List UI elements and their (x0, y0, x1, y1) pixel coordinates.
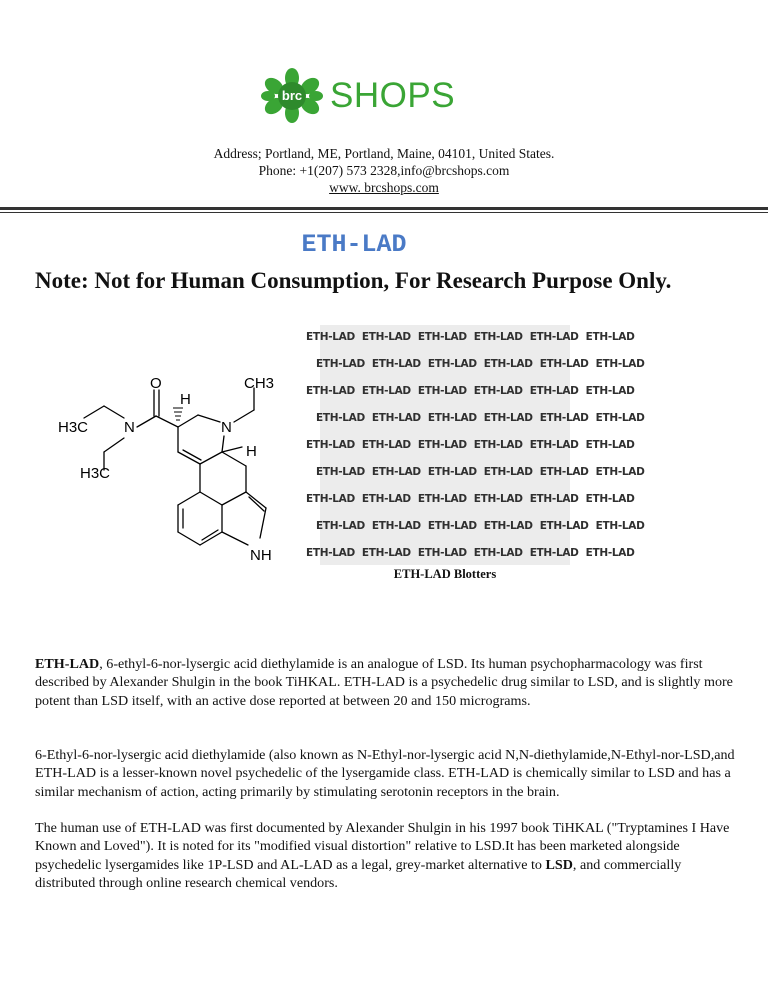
blotter-stamp: ETH-LAD (483, 412, 533, 424)
eth-lad-bold: ETH-LAD (35, 656, 100, 672)
chemistry-text: 6-Ethyl-6-nor-lysergic acid diethylamide (also known as N-Ethyl-nor-lysergic acid N,N-diethylamide,N-Ethyl-nor-LSD,and ETH-LAD is a lesser-known novel psychedelic of the lysergamide class. ETH-LAD is chemically similar to LSD and has a similar mechanism of action, acting primarily by stimulating serotonin receptors in the brain. (35, 747, 735, 800)
phone-line: Phone: +1(207) 573 2328,info@brcshops.com (258, 163, 510, 178)
blotter-stamp: ETH-LAD (361, 439, 411, 451)
blotter-stamp: ETH-LAD (371, 358, 421, 370)
blotter-photo (306, 325, 645, 565)
blotter-stamp: ETH-LAD (529, 331, 579, 343)
blotter-stamp: ETH-LAD (473, 439, 523, 451)
blotter-stamp: ETH-LAD (306, 547, 355, 559)
blotter-stamp: ETH-LAD (585, 385, 635, 397)
blotter-stamp-row (316, 466, 652, 478)
blotter-stamp: ETH-LAD (529, 439, 579, 451)
blotter-stamp: ETH-LAD (529, 547, 579, 559)
blotter-stamp: ETH-LAD (483, 520, 533, 532)
blotter-stamp: ETH-LAD (529, 493, 579, 505)
blotter-stamp: ETH-LAD (539, 520, 589, 532)
blotter-stamp: ETH-LAD (316, 520, 365, 532)
blotter-stamp: ETH-LAD (427, 466, 477, 478)
blotter-stamp: ETH-LAD (539, 358, 589, 370)
blotter-stamp: ETH-LAD (306, 493, 355, 505)
blotter-stamp: ETH-LAD (371, 466, 421, 478)
website-link[interactable]: www. brcshops.com (329, 180, 439, 195)
blotter-stamp-row (316, 412, 652, 424)
blotter-stamp-row (306, 385, 642, 397)
chemical-structure (40, 360, 330, 575)
blotter-caption: ETH-LAD Blotters (393, 567, 497, 581)
blotter-stamp: ETH-LAD (361, 493, 411, 505)
blotter-stamp: ETH-LAD (483, 358, 533, 370)
blotter-stamp-row (306, 439, 642, 451)
blotter-stamp-row (306, 331, 642, 343)
blotter-stamp: ETH-LAD (427, 412, 477, 424)
blotter-stamp: ETH-LAD (473, 385, 523, 397)
blotter-stamp: ETH-LAD (539, 412, 589, 424)
blotter-stamp-row (316, 520, 652, 532)
research-note: Note: Not for Human Consumption, For Research Purpose Only. (35, 268, 672, 293)
atom-label-h-top: H (180, 391, 191, 408)
blotter-stamp: ETH-LAD (306, 331, 355, 343)
atom-label-h3c-top: H3C (58, 419, 89, 436)
page-title: ETH-LAD (301, 230, 407, 259)
blotter-stamp: ETH-LAD (316, 412, 365, 424)
lsd-bold: LSD (545, 856, 573, 873)
blotter-stamp: ETH-LAD (417, 547, 467, 559)
blotter-stamp-row (306, 493, 642, 505)
blotter-stamp: ETH-LAD (473, 547, 523, 559)
atom-label-h-ring: H (246, 443, 257, 460)
blotter-stamp: ETH-LAD (371, 412, 421, 424)
atom-label-h3c-bottom: H3C (80, 465, 111, 482)
blotter-stamp: ETH-LAD (595, 466, 645, 478)
blotter-stamp-row (316, 358, 652, 370)
brc-logo (262, 68, 322, 123)
header-divider-thick (0, 207, 768, 210)
atom-label-nh: NH (250, 547, 272, 564)
blotter-stamp: ETH-LAD (306, 439, 355, 451)
blotter-stamp: ETH-LAD (316, 358, 365, 370)
blotter-stamp: ETH-LAD (316, 466, 365, 478)
blotter-stamp: ETH-LAD (473, 493, 523, 505)
blotter-stamp: ETH-LAD (585, 547, 635, 559)
blotter-stamp: ETH-LAD (361, 385, 411, 397)
blotter-stamp: ETH-LAD (539, 466, 589, 478)
paragraph-intro (35, 655, 735, 710)
blotter-stamp: ETH-LAD (595, 520, 645, 532)
blotter-stamp: ETH-LAD (427, 520, 477, 532)
atom-label-o: O (150, 375, 162, 392)
blotter-stamp: ETH-LAD (371, 520, 421, 532)
atom-label-n-amide: N (124, 419, 135, 436)
history-text-end: , and commercially distributed through online research chemical vendors. (35, 856, 682, 891)
blotter-stamp: ETH-LAD (361, 547, 411, 559)
blotter-stamp: ETH-LAD (529, 385, 579, 397)
brand-name: SHOPS (330, 76, 456, 115)
intro-text: , 6-ethyl-6-nor-lysergic acid diethylamide is an analogue of LSD. Its human psychopharmacology was first described by Alexander Shulgin in the book TiHKAL. ETH-LAD is a psychedelic drug similar to LSD, and is slightly more potent than LSD itself, with an active dose reported at between 20 and 150 micrograms. (35, 656, 733, 709)
blotter-stamp-row (306, 547, 642, 559)
logo-text: brc (281, 88, 303, 103)
history-text-start: The human use of ETH-LAD was first documented by Alexander Shulgin in his 1997 book TiHKAL ("Tryptamines I Have Known and Loved"). It is noted for its "modified visual distortion" relative to LSD.It has been marketed alongside psychedelic lysergamides like 1P-LSD and AL-LAD as a legal, grey-market alternative to (35, 820, 730, 873)
blotter-stamp: ETH-LAD (361, 331, 411, 343)
blotter-stamp: ETH-LAD (595, 358, 645, 370)
blotter-stamp: ETH-LAD (595, 412, 645, 424)
blotter-stamp: ETH-LAD (417, 493, 467, 505)
atom-label-ch3: CH3 (244, 375, 275, 392)
blotter-stamp: ETH-LAD (417, 385, 467, 397)
blotter-stamp: ETH-LAD (417, 331, 467, 343)
blotter-stamp: ETH-LAD (585, 331, 635, 343)
blotter-stamp: ETH-LAD (483, 466, 533, 478)
blotter-stamp: ETH-LAD (306, 385, 355, 397)
blotter-stamp: ETH-LAD (427, 358, 477, 370)
address-line: Address; Portland, ME, Portland, Maine, 04101, United States. (213, 146, 555, 161)
blotter-stamp: ETH-LAD (417, 439, 467, 451)
blotter-stamp: ETH-LAD (585, 439, 635, 451)
atom-label-n-ring: N (221, 419, 232, 436)
paragraph-history (35, 819, 735, 892)
paragraph-chemistry (35, 746, 735, 801)
blotter-stamp: ETH-LAD (473, 331, 523, 343)
blotter-stamp: ETH-LAD (585, 493, 635, 505)
header-divider-thin (0, 212, 768, 213)
